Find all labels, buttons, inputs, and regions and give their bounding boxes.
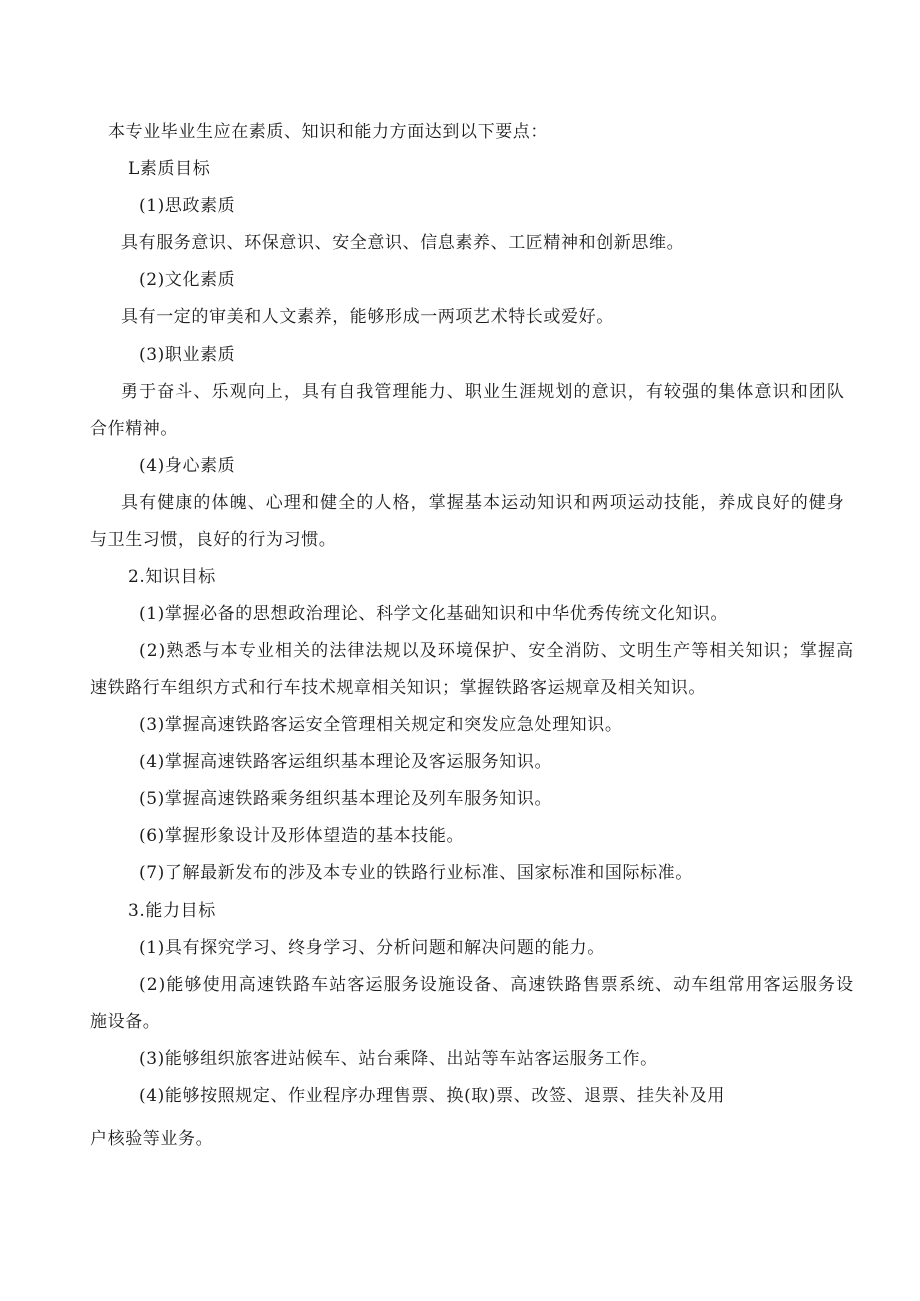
physical-quality-text-line1: 具有健康的体魄、心理和健全的人格，掌握基本运动知识和两项运动技能，养成良好的健身 [121, 493, 845, 513]
physical-quality-text-line2: 与卫生习惯，良好的行为习惯。 [90, 530, 337, 550]
knowledge-item-5: (5)掌握高速铁路乘务组织基本理论及列车服务知识。 [139, 789, 553, 809]
ability-item-4-line2: 户核验等业务。 [90, 1129, 214, 1149]
knowledge-item-2-line2: 速铁路行车组织方式和行车技术规章相关知识；掌握铁路客运规章及相关知识。 [90, 678, 706, 698]
ability-item-4-line1: (4)能够按照规定、作业程序办理售票、换(取)票、改签、退票、挂失补及用 [139, 1086, 725, 1106]
ability-item-3: (3)能够组织旅客进站候车、站台乘降、出站等车站客运服务工作。 [139, 1049, 658, 1069]
ideological-quality-text: 具有服务意识、环保意识、安全意识、信息素养、工匠精神和创新思维。 [121, 233, 685, 253]
quality-goals-heading: L素质目标 [128, 159, 211, 179]
physical-quality-heading: (4)身心素质 [139, 456, 236, 476]
ideological-quality-heading: (1)思政素质 [139, 196, 236, 216]
knowledge-item-7: (7)了解最新发布的涉及本专业的铁路行业标准、国家标准和国际标准。 [139, 863, 693, 883]
knowledge-item-6: (6)掌握形象设计及形体望造的基本技能。 [139, 826, 465, 846]
cultural-quality-text: 具有一定的审美和人文素养，能够形成一两项艺术特长或爱好。 [121, 307, 614, 327]
ability-item-1: (1)具有探究学习、终身学习、分析问题和解决问题的能力。 [139, 938, 605, 958]
knowledge-item-3: (3)掌握高速铁路客运安全管理相关规定和突发应急处理知识。 [139, 715, 623, 735]
knowledge-item-4: (4)掌握高速铁路客运组织基本理论及客运服务知识。 [139, 752, 553, 772]
ability-item-2-line1: (2)能够使用高速铁路车站客运服务设施设备、高速铁路售票系统、动车组常用客运服务设 [139, 975, 855, 995]
knowledge-item-2-line1: (2)熟悉与本专业相关的法律法规以及环境保护、安全消防、文明生产等相关知识；掌握高 [139, 641, 855, 661]
ability-goals-heading: 3.能力目标 [128, 901, 216, 921]
professional-quality-text-line2: 合作精神。 [90, 419, 178, 439]
knowledge-goals-heading: 2.知识目标 [128, 567, 216, 587]
intro-paragraph: 本专业毕业生应在素质、知识和能力方面达到以下要点： [108, 122, 548, 142]
ability-item-2-line2: 施设备。 [90, 1012, 161, 1032]
professional-quality-heading: (3)职业素质 [139, 345, 236, 365]
knowledge-item-1: (1)掌握必备的思想政治理论、科学文化基础知识和中华优秀传统文化知识。 [139, 604, 729, 624]
professional-quality-text-line1: 勇于奋斗、乐观向上，具有自我管理能力、职业生涯规划的意识，有较强的集体意识和团队 [121, 382, 845, 402]
cultural-quality-heading: (2)文化素质 [139, 270, 236, 290]
